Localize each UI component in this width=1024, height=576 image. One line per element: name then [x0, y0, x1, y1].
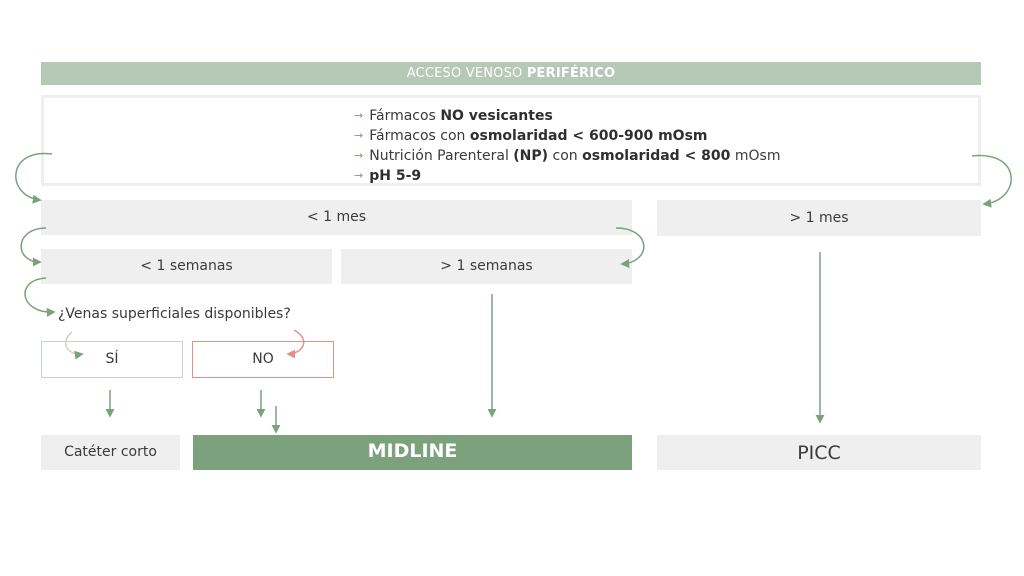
curved-arrow-icon	[66, 332, 82, 354]
curved-arrow-icon	[288, 330, 304, 354]
veins-question: ¿Venas superficiales disponibles?	[58, 306, 291, 322]
criteria-text: Nutrición Parenteral	[369, 148, 514, 164]
arrow-right-icon: →	[354, 129, 364, 142]
curved-arrow-icon	[25, 278, 54, 312]
criteria-text: mOsm	[730, 148, 781, 164]
arrow-right-icon: →	[354, 169, 364, 182]
arrow-right-icon: →	[354, 149, 364, 162]
title-bold: PERIFÉRICO	[526, 66, 616, 81]
curved-arrow-icon	[972, 156, 1011, 204]
criteria-bold: osmolaridad < 800	[582, 148, 731, 164]
picc-box: PICC	[657, 435, 981, 470]
more-than-weeks-box: > 1 semanas	[341, 249, 632, 284]
criteria-bold: (NP)	[513, 148, 549, 164]
midline-box: MIDLINE	[193, 435, 632, 470]
less-than-weeks-box: < 1 semanas	[41, 249, 332, 284]
criteria-text: Fármacos	[369, 108, 441, 124]
title-prefix: ACCESO VENOSO	[406, 66, 527, 81]
criteria-bold: NO vesicantes	[440, 108, 553, 124]
criteria-bold: pH 5-9	[369, 168, 422, 184]
no-box: NO	[192, 341, 334, 378]
criteria-bold: osmolaridad < 600-900 mOsm	[469, 128, 708, 144]
criteria-text: con	[548, 148, 583, 164]
yes-box: SÍ	[41, 341, 183, 378]
arrow-right-icon: →	[354, 109, 364, 122]
curved-arrow-icon	[21, 228, 46, 262]
more-than-month-box: > 1 mes	[657, 200, 981, 236]
short-catheter-box: Catéter corto	[41, 435, 180, 470]
less-than-month-box: < 1 mes	[41, 200, 632, 235]
criteria-text: Fármacos con	[369, 128, 470, 144]
curved-arrow-icon	[616, 228, 644, 264]
curved-arrow-icon	[16, 153, 52, 200]
